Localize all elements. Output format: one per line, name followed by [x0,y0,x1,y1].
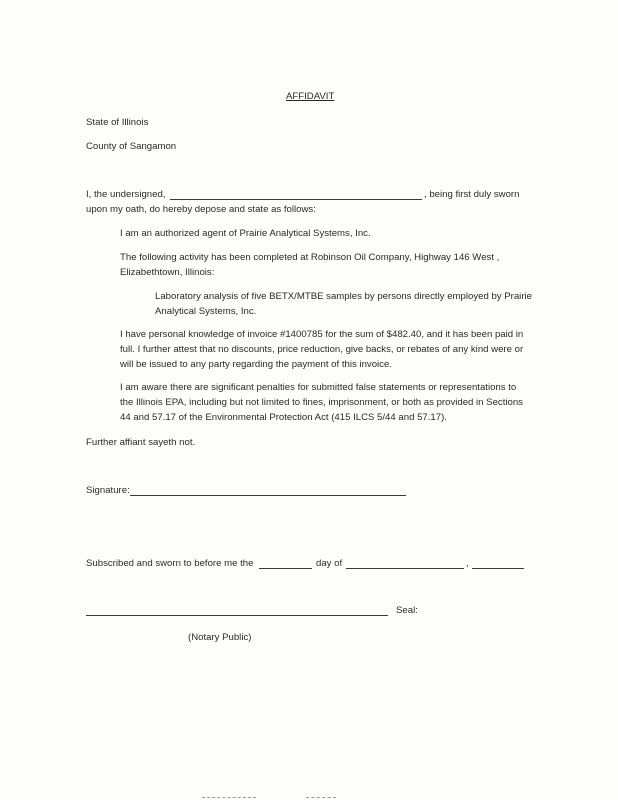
invoice-statement-line1: I have personal knowledge of invoice #1400785 for the sum of $482.40, and it has been paid in [120,329,524,340]
sworn-year-line[interactable] [472,568,524,569]
signature-line[interactable] [130,495,406,496]
invoice-statement-line3: will be issued to any party regarding the payment of this invoice. [120,359,392,370]
activity-description-line2: Analytical Systems, Inc. [155,306,257,317]
notary-label: (Notary Public) [188,632,252,643]
state-line: State of Illinois [86,117,149,128]
penalty-statement-line2: the Illinois EPA, including but not limited to fines, imprisonment, or both as provided in Sections [120,397,523,408]
agent-statement: I am an authorized agent of Prairie Analytical Systems, Inc. [120,228,371,239]
closing-statement: Further affiant sayeth not. [86,437,196,448]
activity-description-line1: Laboratory analysis of five BETX/MTBE samples by persons directly employed by Prairie [155,291,532,302]
seal-label: Seal: [396,605,418,616]
sworn-start: Subscribed and sworn to before me the [86,558,254,569]
sworn-day-of: day of [316,558,343,569]
scan-artifact-mark [306,797,336,798]
signature-label: Signature: [86,485,130,496]
sworn-month-line[interactable] [346,568,464,569]
activity-intro-line1: The following activity has been completed at Robinson Oil Company, Highway 146 West , [120,252,500,263]
sworn-day-line[interactable] [259,568,312,569]
intro-end: , being first duly sworn [424,189,520,200]
county-line: County of Sangamon [86,141,177,152]
activity-intro-line2: Elizabethtown, Illinois: [120,267,215,278]
penalty-statement-line1: I am aware there are significant penalties for submitted false statements or representations to [120,382,517,393]
intro-start: I, the undersigned, [86,189,166,200]
invoice-statement-line2: full. I further attest that no discounts, price reduction, give backs, or rebates of any kind were or [120,344,524,355]
penalty-statement-line3: 44 and 57.17 of the Environmental Protection Act (415 ILCS 5/44 and 57.17). [120,412,447,423]
scan-artifact-mark [202,797,256,798]
sworn-comma: , [466,558,469,569]
undersigned-name-line[interactable] [170,199,422,200]
intro-line2: upon my oath, do hereby depose and state as follows: [86,204,316,215]
document-title: AFFIDAVIT [286,91,335,102]
notary-signature-line[interactable] [86,615,388,616]
